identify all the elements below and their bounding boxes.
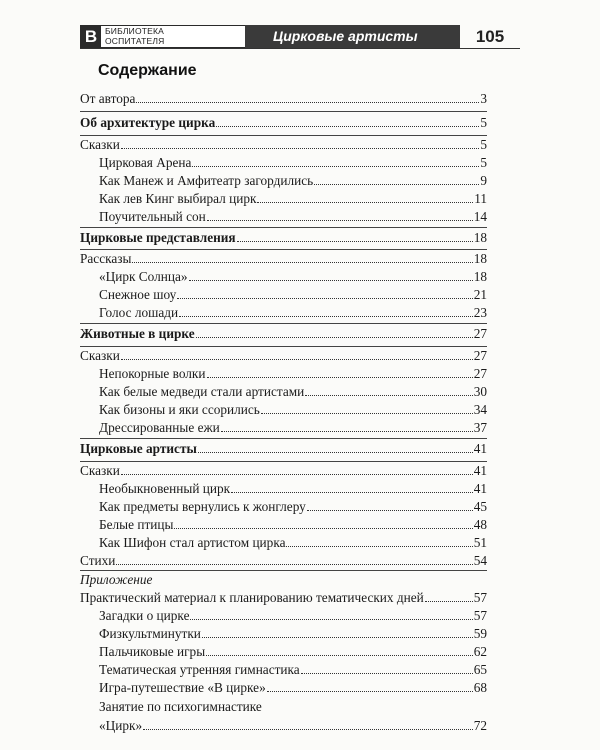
- header-rule: [80, 48, 520, 49]
- toc-entry-page: 18: [473, 269, 487, 284]
- leader-dots: [231, 480, 473, 493]
- toc-entry[interactable]: [80, 552, 487, 569]
- toc-entry-label: Цирковые артисты: [80, 441, 197, 456]
- toc-entry[interactable]: [80, 208, 487, 225]
- leader-dots: [202, 625, 473, 638]
- toc-entry[interactable]: [80, 90, 487, 107]
- toc-entry[interactable]: [80, 717, 487, 734]
- section-divider: [80, 323, 487, 324]
- leader-dots: [121, 136, 479, 149]
- leader-dots: [189, 268, 473, 281]
- leader-dots: [206, 643, 473, 656]
- toc-entry-label: Как Шифон стал артистом цирка: [99, 535, 286, 550]
- toc-appendix-heading: [80, 571, 487, 588]
- toc-entry[interactable]: [80, 625, 487, 642]
- leader-dots: [314, 172, 479, 185]
- toc-entry-page: 68: [473, 680, 487, 695]
- leader-dots: [196, 325, 473, 338]
- toc-entry[interactable]: [80, 589, 487, 606]
- toc-entry[interactable]: [80, 172, 487, 189]
- toc-entry-page: 57: [473, 590, 487, 605]
- toc-entry[interactable]: [80, 480, 487, 497]
- leader-dots: [307, 498, 473, 511]
- leader-dots: [121, 347, 473, 360]
- leader-dots: [198, 440, 473, 453]
- leader-dots: [207, 365, 473, 378]
- toc-section-heading[interactable]: [80, 114, 487, 131]
- toc-entry-page: 27: [473, 326, 487, 341]
- leader-dots: [301, 661, 473, 674]
- toc-entry[interactable]: [80, 498, 487, 515]
- toc-entry-label: Необыкновенный цирк: [99, 481, 231, 496]
- leader-dots: [192, 154, 479, 167]
- toc-entry[interactable]: [80, 607, 487, 624]
- toc-entry-page: 18: [473, 251, 487, 266]
- toc-entry-page: 18: [473, 230, 487, 245]
- toc-entry[interactable]: [80, 643, 487, 660]
- toc-entry-page: 27: [473, 348, 487, 363]
- toc-entry[interactable]: [80, 462, 487, 479]
- toc-entry-label: Животные в цирке: [80, 326, 195, 341]
- leader-dots: [305, 383, 472, 396]
- toc-section-heading[interactable]: [80, 229, 487, 246]
- toc-entry-label: От автора: [80, 91, 136, 106]
- toc-entry-label: Сказки: [80, 348, 120, 363]
- toc-entry[interactable]: [80, 534, 487, 551]
- toc-entry-label: «Цирк»: [99, 718, 143, 733]
- leader-dots: [136, 90, 479, 103]
- series-logo-text: [101, 27, 164, 46]
- toc-section-heading[interactable]: [80, 325, 487, 342]
- toc-entry-label: Как белые медведи стали артистами: [99, 384, 305, 399]
- toc-entry[interactable]: [80, 154, 487, 171]
- series-logo-line-1: БИБЛИОТЕКА: [105, 26, 165, 36]
- toc-section-heading[interactable]: [80, 440, 487, 457]
- leader-dots: [237, 229, 473, 242]
- toc-entry-page: 41: [473, 441, 487, 456]
- toc-entry-page: 41: [473, 481, 487, 496]
- toc-entry-page: 5: [480, 137, 487, 152]
- toc-entry-page: 72: [473, 718, 487, 733]
- toc-entry-page: 5: [480, 115, 487, 130]
- toc-entry-line: [80, 698, 487, 715]
- leader-dots: [216, 114, 479, 127]
- toc-entry-page: 65: [473, 662, 487, 677]
- toc-entry-label: Пальчиковые игры: [99, 644, 206, 659]
- series-logo: [80, 25, 245, 48]
- toc-entry[interactable]: [80, 679, 487, 696]
- toc-entry[interactable]: [80, 136, 487, 153]
- toc-entry-page: 3: [480, 91, 487, 106]
- leader-dots: [132, 250, 472, 263]
- toc-entry-label: Снежное шоу: [99, 287, 177, 302]
- toc-entry-page: 5: [480, 155, 487, 170]
- toc-entry[interactable]: [80, 383, 487, 400]
- leader-dots: [116, 552, 472, 565]
- toc-entry[interactable]: [80, 401, 487, 418]
- toc-entry-page: 48: [473, 517, 487, 532]
- toc-entry-page: 45: [473, 499, 487, 514]
- toc-entry-label: Загадки о цирке: [99, 608, 190, 623]
- section-divider: [80, 111, 487, 112]
- section-divider: [80, 438, 487, 439]
- toc-entry[interactable]: [80, 347, 487, 364]
- toc-entry-label: Как предметы вернулись к жонглеру: [99, 499, 306, 514]
- toc-entry-label: Дрессированные ежи: [99, 420, 220, 435]
- page-header: [80, 25, 520, 48]
- toc-entry-label: Как Манеж и Амфитеатр загордились: [99, 173, 314, 188]
- series-logo-line-2: ОСПИТАТЕЛЯ: [105, 35, 165, 46]
- toc-entry[interactable]: [80, 268, 487, 285]
- toc-entry-label: Рассказы: [80, 251, 132, 266]
- toc-entry-label: Приложение: [80, 572, 153, 587]
- leader-dots: [143, 717, 473, 730]
- section-title: Цирковые артисты: [245, 25, 460, 48]
- series-logo-letter: B: [81, 26, 101, 47]
- toc-entry-page: 59: [473, 626, 487, 641]
- leader-dots: [261, 401, 473, 414]
- toc-entry-label: Игра-путешествие «В цирке»: [99, 680, 266, 695]
- leader-dots: [257, 190, 473, 203]
- toc-entry[interactable]: [80, 365, 487, 382]
- leader-dots: [177, 286, 472, 299]
- toc-entry-label: «Цирк Солнца»: [99, 269, 188, 284]
- leader-dots: [286, 534, 472, 547]
- toc-entry-label: Об архитектуре цирка: [80, 115, 216, 130]
- toc-entry-page: 23: [473, 305, 487, 320]
- page-number: 105: [475, 27, 505, 46]
- toc-entry-label: Стихи: [80, 553, 116, 568]
- toc-entry-label: Сказки: [80, 463, 120, 478]
- toc-entry-label: Как лев Кинг выбирал цирк: [99, 191, 257, 206]
- toc-title: Содержание: [98, 62, 197, 79]
- toc-entry-page: 11: [474, 191, 487, 206]
- leader-dots: [221, 419, 473, 432]
- toc-entry-label: Тематическая утренняя гимнастика: [99, 662, 300, 677]
- toc-entry[interactable]: [80, 304, 487, 321]
- toc-entry-label: Сказки: [80, 137, 120, 152]
- toc-entry-page: 51: [473, 535, 487, 550]
- toc-entry-label: Голос лошади: [99, 305, 179, 320]
- toc-entry-page: 14: [473, 209, 487, 224]
- toc-entry-label: Непокорные волки: [99, 366, 206, 381]
- toc-entry-label: Занятие по психогимнастике: [99, 699, 262, 714]
- toc-entry[interactable]: [80, 516, 487, 533]
- toc-entry-label: Поучительный сон: [99, 209, 206, 224]
- toc-entry[interactable]: [80, 286, 487, 303]
- leader-dots: [190, 607, 472, 620]
- toc-entry-page: 9: [480, 173, 487, 188]
- toc-entry-label: Цирковые представления: [80, 230, 236, 245]
- toc-entry-page: 57: [473, 608, 487, 623]
- leader-dots: [179, 304, 473, 317]
- toc-entry-page: 54: [473, 553, 487, 568]
- leader-dots: [174, 516, 472, 529]
- toc-entry-page: 30: [473, 384, 487, 399]
- leader-dots: [267, 679, 473, 692]
- toc-entry-label: Физкультминутки: [99, 626, 201, 641]
- toc-entry-page: 34: [473, 402, 487, 417]
- leader-dots: [207, 208, 473, 221]
- toc-entry[interactable]: [80, 190, 487, 207]
- toc-entry-label: Цирковая Арена: [99, 155, 192, 170]
- section-divider: [80, 227, 487, 228]
- toc-entry-page: 41: [473, 463, 487, 478]
- toc-entry-page: 62: [473, 644, 487, 659]
- toc-entry-label: Практический материал к планированию тематических дней: [80, 590, 424, 605]
- toc-entry[interactable]: [80, 661, 487, 678]
- toc-entry-label: Как бизоны и яки ссорились: [99, 402, 260, 417]
- toc-entry[interactable]: [80, 250, 487, 267]
- toc-entry-page: 37: [473, 420, 487, 435]
- leader-dots: [425, 589, 473, 602]
- toc-entry[interactable]: [80, 419, 487, 436]
- toc-entry-label: Белые птицы: [99, 517, 174, 532]
- toc-entry-page: 21: [473, 287, 487, 302]
- toc-entry-page: 27: [473, 366, 487, 381]
- leader-dots: [121, 462, 473, 475]
